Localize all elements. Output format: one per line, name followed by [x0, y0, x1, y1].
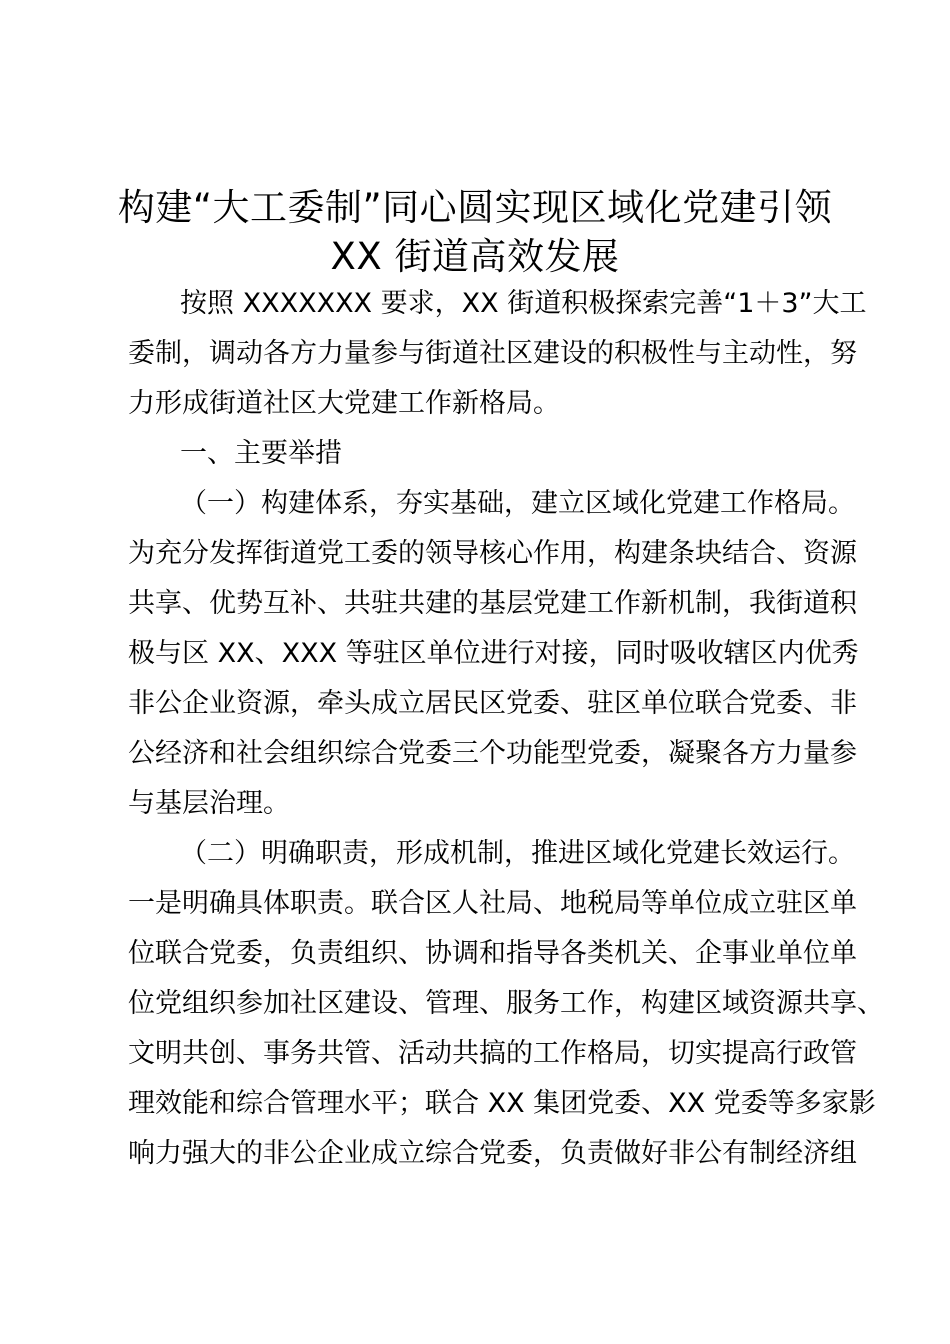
paragraph-line: 极与区 XX、XXX 等驻区单位进行对接，同时吸收辖区内优秀: [128, 638, 859, 669]
section-heading: 一、主要举措: [180, 438, 342, 469]
paragraph-line: 非公企业资源，牵头成立居民区党委、驻区单位联合党委、非: [128, 688, 857, 719]
paragraph-line: 为充分发挥街道党工委的领导核心作用，构建条块结合、资源: [128, 538, 857, 569]
document-title-line-2: XX 街道高效发展: [330, 235, 620, 278]
document-title-line-1: 构建“大工委制”同心圆实现区域化党建引领: [117, 186, 833, 229]
paragraph-line: 与基层治理。: [128, 788, 290, 819]
paragraph-line: 文明共创、事务共管、活动共搞的工作格局，切实提高行政管: [128, 1038, 857, 1069]
paragraph-line: 一是明确具体职责。联合区人社局、地税局等单位成立驻区单: [128, 888, 857, 919]
paragraph-line: 理效能和综合管理水平；联合 XX 集团党委、XX 党委等多家影: [128, 1088, 876, 1119]
paragraph-line: （二）明确职责，形成机制，推进区域化党建长效运行。: [180, 838, 855, 869]
paragraph-line: 委制，调动各方力量参与街道社区建设的积极性与主动性，努: [128, 338, 857, 369]
paragraph-line: （一）构建体系，夯实基础，建立区域化党建工作格局。: [180, 488, 855, 519]
paragraph-line: 共享、优势互补、共驻共建的基层党建工作新机制，我街道积: [128, 588, 857, 619]
paragraph-line: 按照 XXXXXXX 要求，XX 街道积极探索完善“1＋3”大工: [180, 288, 867, 319]
paragraph-line: 响力强大的非公企业成立综合党委，负责做好非公有制经济组: [128, 1138, 857, 1169]
paragraph-line: 力形成街道社区大党建工作新格局。: [128, 388, 560, 419]
paragraph-line: 位联合党委，负责组织、协调和指导各类机关、企事业单位单: [128, 938, 857, 969]
paragraph-line: 公经济和社会组织综合党委三个功能型党委，凝聚各方力量参: [128, 738, 857, 769]
paragraph-line: 位党组织参加社区建设、管理、服务工作，构建区域资源共享、: [128, 988, 884, 1019]
